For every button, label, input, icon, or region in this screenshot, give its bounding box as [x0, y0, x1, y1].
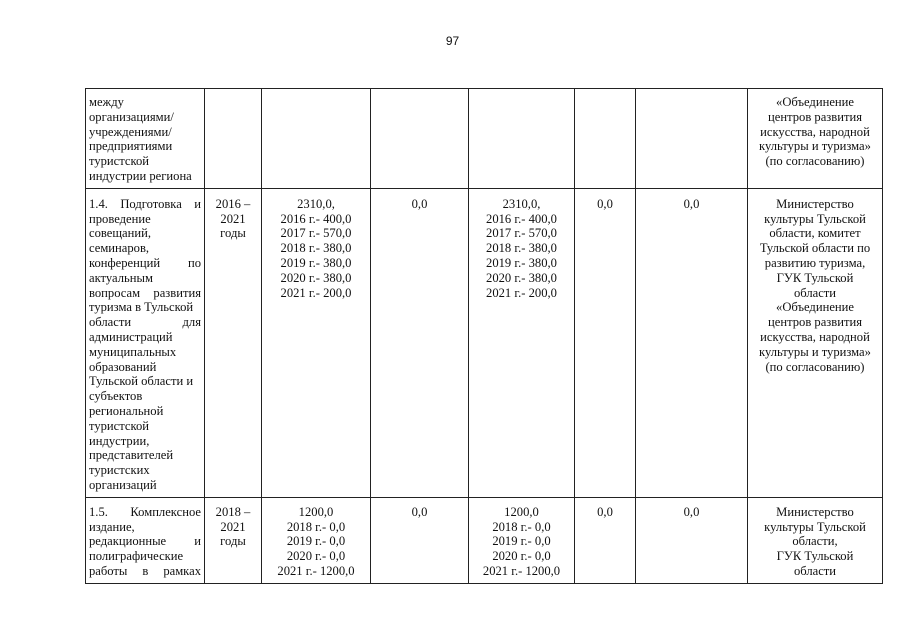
- event-text-line: туристской: [89, 154, 150, 169]
- event-text-line: полиграфические: [89, 549, 184, 564]
- total-funding-line: 2016 г.- 400,0: [280, 211, 352, 226]
- responsible-text-line: ГУК Тульской: [776, 270, 854, 285]
- event-text-line: 1.4. Подготовка и: [89, 196, 201, 211]
- responsible-text-line: Министерство: [776, 504, 854, 519]
- event-text-line: индустрии,: [89, 433, 150, 448]
- responsible-text-line: культуры Тульской: [764, 211, 866, 226]
- federal-budget-cell: [371, 497, 469, 583]
- period-text-line: 2018 –: [215, 504, 251, 519]
- total-funding-line: 1200,0: [298, 504, 334, 519]
- local-budget-cell: [575, 188, 636, 497]
- responsible-text-line: центров развития: [768, 315, 862, 330]
- responsible-text-line: (по согласованию): [765, 154, 865, 169]
- regional-budget-line: 2020 г.- 380,0: [486, 270, 557, 285]
- regional-budget-cell: [469, 497, 575, 583]
- regional-budget-line: 1200,0: [504, 504, 539, 519]
- regional-budget-line: 2019 г.- 0,0: [492, 534, 551, 549]
- responsible-text-line: области,: [792, 534, 838, 549]
- event-text-line: представителей: [89, 448, 174, 463]
- total-funding-line: 2018 г.- 0,0: [286, 519, 346, 534]
- federal-budget-cell: [371, 188, 469, 497]
- event-text-line: туристских: [89, 463, 150, 478]
- local-budget-value: 0,0: [597, 196, 613, 211]
- event-text-line: между: [89, 95, 124, 109]
- period-text-line: годы: [220, 226, 246, 241]
- event-text-line: индустрии региона: [89, 168, 192, 183]
- regional-budget-line: 2017 г.- 570,0: [486, 226, 557, 241]
- responsible-cell: [748, 188, 883, 497]
- regional-budget-cell: [469, 89, 575, 189]
- extra-budget-value: 0,0: [683, 504, 700, 519]
- total-funding-line: 2021 г.- 200,0: [280, 285, 352, 300]
- responsible-text-line: «Объединение: [776, 300, 854, 315]
- period-cell: [205, 497, 262, 583]
- responsible-text-line: области: [793, 563, 837, 578]
- period-text-line: 2016 –: [215, 196, 251, 211]
- responsible-text-line: центров развития: [768, 109, 862, 124]
- event-cell: [86, 89, 205, 189]
- event-text-line: актуальным: [89, 270, 153, 285]
- event-text-line: туризма в Тульской: [89, 300, 194, 315]
- regional-budget-line: 2018 г.- 0,0: [492, 519, 551, 534]
- total-funding-line: 2017 г.- 570,0: [280, 226, 352, 241]
- event-text-line: работы в рамках: [89, 563, 201, 578]
- regional-budget-line: 2016 г.- 400,0: [486, 211, 557, 226]
- responsible-text-line: (по согласованию): [765, 359, 865, 374]
- federal-budget-value: 0,0: [411, 196, 428, 211]
- total-funding-line: 2021 г.- 1200,0: [277, 563, 355, 578]
- total-funding-cell: [262, 497, 371, 583]
- event-text-line: муниципальных: [89, 344, 177, 359]
- local-budget-cell: [575, 497, 636, 583]
- table-row: [86, 188, 883, 497]
- event-text-line: семинаров,: [89, 241, 150, 256]
- total-funding-line: 2310,0,: [297, 196, 335, 211]
- federal-budget-value: 0,0: [411, 504, 428, 519]
- extra-budget-cell: [636, 497, 748, 583]
- responsible-text-line: области: [793, 285, 837, 300]
- event-text-line: проведение: [89, 211, 151, 226]
- period-text-line: годы: [220, 534, 246, 549]
- extra-budget-cell: [636, 89, 748, 189]
- event-text-line: предприятиями: [89, 139, 173, 154]
- regional-budget-cell: [469, 188, 575, 497]
- responsible-text-line: искусства, народной: [760, 329, 870, 344]
- total-funding-line: 2019 г.- 380,0: [280, 255, 352, 270]
- event-text-line: Тульской области и: [89, 374, 194, 389]
- regional-budget-line: 2021 г.- 1200,0: [482, 563, 561, 578]
- responsible-text-line: области, комитет: [769, 226, 861, 241]
- event-text-line: администраций: [89, 329, 173, 344]
- extra-budget-value: 0,0: [683, 196, 700, 211]
- responsible-text-line: развитию туризма,: [764, 255, 866, 270]
- total-funding-line: 2019 г.- 0,0: [286, 534, 346, 549]
- total-funding-line: 2020 г.- 380,0: [280, 270, 352, 285]
- program-table: [85, 88, 883, 584]
- period-cell: [205, 89, 262, 189]
- total-funding-line: 2020 г.- 0,0: [286, 549, 346, 564]
- local-budget-cell: [575, 89, 636, 189]
- table-row: [86, 497, 883, 583]
- responsible-cell: [748, 89, 883, 189]
- period-text-line: 2021: [220, 211, 246, 226]
- table-row: [86, 89, 883, 189]
- event-text-line: вопросам развития: [89, 285, 201, 300]
- event-text-line: организациями/: [89, 109, 174, 124]
- total-funding-cell: [262, 89, 371, 189]
- event-text-line: региональной: [89, 403, 164, 418]
- regional-budget-line: 2019 г.- 380,0: [486, 255, 557, 270]
- federal-budget-cell: [371, 89, 469, 189]
- responsible-text-line: искусства, народной: [760, 124, 870, 139]
- responsible-text-line: Тульской области по: [759, 241, 871, 256]
- event-text-line: 1.5. Комплексное: [89, 504, 201, 519]
- event-text-line: совещаний,: [89, 226, 152, 241]
- extra-budget-cell: [636, 188, 748, 497]
- regional-budget-line: 2018 г.- 380,0: [486, 241, 557, 256]
- event-text-line: образований: [89, 359, 157, 374]
- local-budget-value: 0,0: [597, 504, 613, 519]
- responsible-text-line: «Объединение: [776, 95, 854, 109]
- event-text-line: издание,: [89, 519, 135, 534]
- total-funding-cell: [262, 188, 371, 497]
- responsible-cell: [748, 497, 883, 583]
- responsible-text-line: ГУК Тульской: [776, 549, 854, 564]
- responsible-text-line: культуры и туризма»: [759, 139, 871, 154]
- event-text-line: организаций: [89, 477, 157, 492]
- event-cell: [86, 188, 205, 497]
- responsible-text-line: культуры Тульской: [764, 519, 866, 534]
- event-text-line: редакционные и: [89, 534, 201, 549]
- regional-budget-line: 2020 г.- 0,0: [492, 549, 551, 564]
- event-text-line: субъектов: [89, 389, 143, 404]
- responsible-text-line: Министерство: [776, 196, 854, 211]
- period-text-line: 2021: [220, 519, 246, 534]
- event-text-line: учреждениями/: [89, 124, 172, 139]
- total-funding-line: 2018 г.- 380,0: [280, 241, 352, 256]
- event-text-line: конференций по: [89, 255, 201, 270]
- period-cell: [205, 188, 262, 497]
- responsible-text-line: культуры и туризма»: [759, 344, 871, 359]
- event-cell: [86, 497, 205, 583]
- event-text-line: туристской: [89, 418, 150, 433]
- page-number: 97: [445, 34, 460, 48]
- regional-budget-line: 2310,0,: [502, 196, 541, 211]
- regional-budget-line: 2021 г.- 200,0: [486, 285, 557, 300]
- event-text-line: области для: [89, 315, 201, 330]
